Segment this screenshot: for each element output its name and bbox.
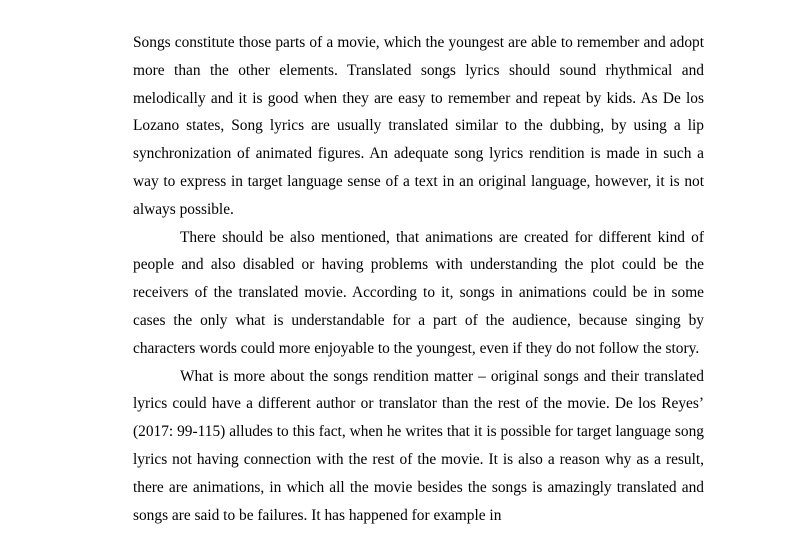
paragraph-1: Songs constitute those parts of a movie, which the youngest are able to remember and adopt more than the other elements. Translated songs lyrics should sound rhythmical and melodically and it is good when they are easy to remember and repeat by kids. As De los Lozano states, Song lyrics are usually translated similar to the dubbing, by using a lip synchronization of animated figures. An adequate song lyrics rendition is made in such a way to express in target language sense of a text in an original language, however, it is not always possible. (133, 34, 704, 218)
paragraph-3: What is more about the songs rendition matter – original songs and their translated lyrics could have a different author or translator than the rest of the movie. De los Reyes’ (2017: 99-115) alludes to this fact, when he writes that it is possible for target language song lyrics not having connection with the rest of the movie. It is also a reason why as a result, there are animations, in which all the movie besides the songs is amazingly translated and songs are said to be failures. It has happened for example in (133, 367, 704, 524)
document-body (133, 29, 704, 529)
paragraph-2: There should be also mentioned, that animations are created for different kind of people and also disabled or having problems with understanding the plot could be the receivers of the translated movie. According to it, songs in animations could be in some cases the only what is understandable for a part of the audience, because singing by characters words could more enjoyable to the youngest, even if they do not follow the story. (133, 228, 704, 357)
